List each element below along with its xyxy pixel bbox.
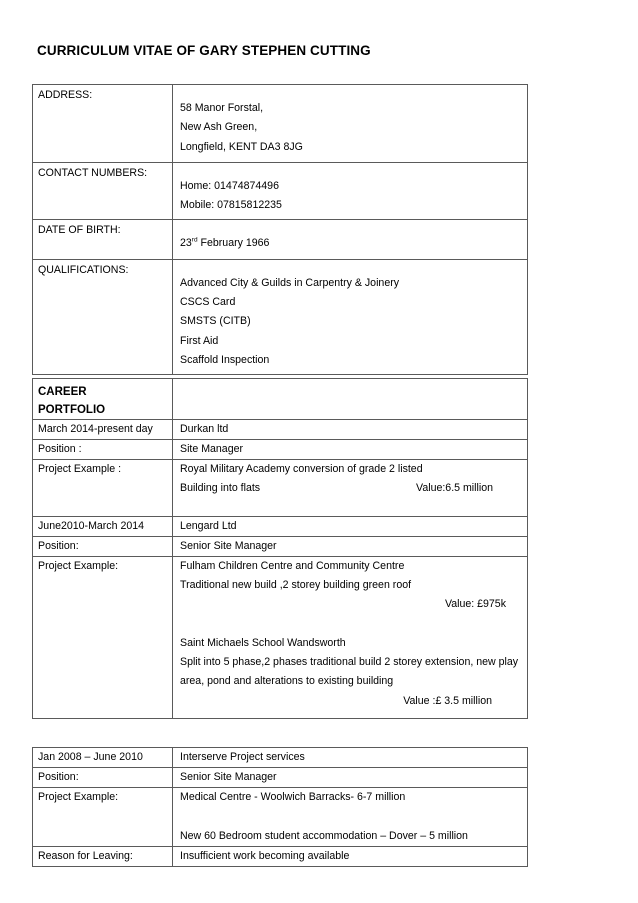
address-value (173, 85, 528, 163)
address-line: Longfield, KENT DA3 8JG (180, 140, 303, 153)
qualifications-value (173, 259, 528, 374)
project-value-amount: Value:6.5 million (416, 482, 493, 495)
reason-label: Reason for Leaving: (33, 846, 173, 866)
job-project-row (33, 460, 528, 517)
qualification-item: SMSTS (CITB) (180, 315, 251, 328)
project-value (173, 556, 528, 718)
career-heading-line: CAREER (38, 386, 87, 398)
address-row (33, 85, 528, 163)
project-line: New 60 Bedroom student accommodation – Dover – 5 million (180, 829, 468, 842)
qualification-item: First Aid (180, 334, 219, 347)
job-company: Durkan ltd (173, 420, 528, 440)
project-line: Split into 5 phase,2 phases traditional build 2 storey extension, new play (180, 656, 519, 669)
contact-value (173, 162, 528, 220)
job-dates-row (33, 748, 528, 768)
position-label: Position: (33, 536, 173, 556)
qualification-item: Scaffold Inspection (180, 353, 270, 366)
personal-details-table (32, 84, 528, 375)
job-dates: Jan 2008 – June 2010 (33, 748, 173, 768)
position-label: Position: (33, 768, 173, 788)
job-dates: March 2014-present day (33, 420, 173, 440)
contact-row (33, 162, 528, 220)
job-dates-row (33, 516, 528, 536)
qualification-item: CSCS Card (180, 296, 236, 309)
career-table-continued (32, 747, 528, 867)
project-line: Saint Michaels School Wandsworth (180, 636, 346, 649)
job-position: Site Manager (173, 440, 528, 460)
dob-suffix: rd (191, 236, 198, 244)
project-label: Project Example: (33, 556, 173, 718)
dob-day: 23 (180, 237, 192, 250)
job-position-row (33, 440, 528, 460)
project-label: Project Example: (33, 788, 173, 847)
job-position-row (33, 536, 528, 556)
address-line: New Ash Green, (180, 121, 258, 134)
mobile-phone: Mobile: 07815812235 (180, 199, 282, 212)
job-company: Lengard Ltd (173, 516, 528, 536)
dob-month-year: February 1966 (197, 237, 270, 250)
project-line: Medical Centre - Woolwich Barracks- 6-7 million (180, 791, 406, 803)
dob-value (173, 220, 528, 259)
dob-row (33, 220, 528, 259)
reason-row (33, 846, 528, 866)
project-value (173, 788, 528, 847)
dob-label: DATE OF BIRTH: (33, 220, 173, 259)
job-company: Interserve Project services (173, 748, 528, 768)
job-position: Senior Site Manager (173, 768, 528, 788)
qualifications-row (33, 259, 528, 374)
job-dates: June2010-March 2014 (33, 516, 173, 536)
address-label: ADDRESS: (33, 85, 173, 163)
project-value-amount: Value :£ 3.5 million (403, 694, 492, 707)
project-line: Royal Military Academy conversion of grade 2 listed (180, 463, 423, 475)
project-line: area, pond and alterations to existing building (180, 675, 394, 688)
dob-text (180, 234, 527, 253)
qualifications-label: QUALIFICATIONS: (33, 259, 173, 374)
career-heading-empty (173, 379, 528, 420)
project-text: Building into flats (180, 482, 261, 495)
project-label: Project Example : (33, 460, 173, 517)
career-heading-line: PORTFOLIO (38, 404, 106, 416)
position-label: Position : (33, 440, 173, 460)
job-position: Senior Site Manager (173, 536, 528, 556)
career-heading-row (33, 379, 528, 420)
contact-label: CONTACT NUMBERS: (33, 162, 173, 220)
project-line (180, 479, 527, 498)
home-phone: Home: 01474874496 (180, 179, 279, 192)
qualification-item: Advanced City & Guilds in Carpentry & Joinery (180, 276, 400, 289)
project-line: Fulham Children Centre and Community Centre (180, 559, 405, 572)
career-table (32, 378, 528, 719)
job-dates-row (33, 420, 528, 440)
job-position-row (33, 768, 528, 788)
job-project-row (33, 556, 528, 718)
career-heading (33, 379, 173, 420)
job-project-row (33, 788, 528, 847)
reason-value: Insufficient work becoming available (173, 846, 528, 866)
address-line: 58 Manor Forstal, (180, 102, 264, 114)
project-line: Traditional new build ,2 storey building green roof (180, 578, 412, 591)
project-value-amount: Value: £975k (444, 598, 506, 611)
page-title: CURRICULUM VITAE OF GARY STEPHEN CUTTING (37, 43, 371, 58)
project-value (173, 460, 528, 517)
